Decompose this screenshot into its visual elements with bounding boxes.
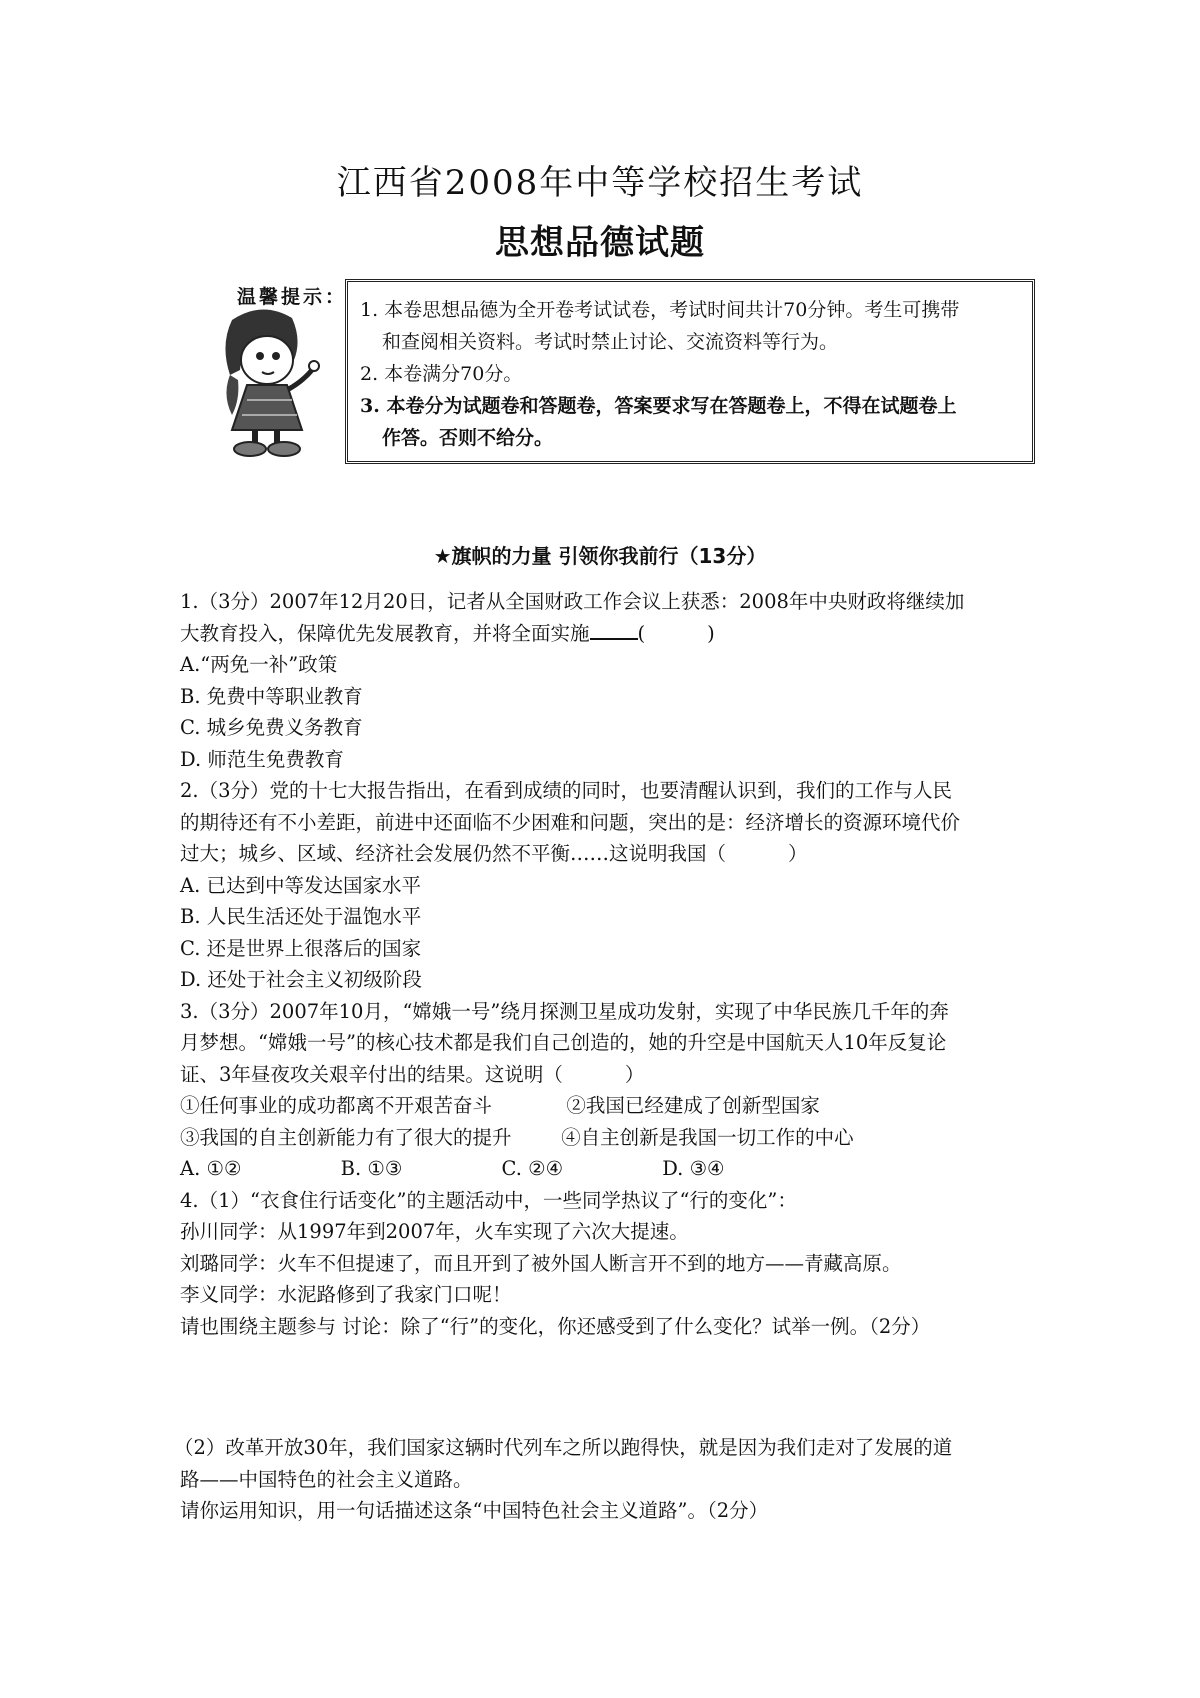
q3-statements-1: ①任何事业的成功都离不开艰苦奋斗 ②我国已经建成了创新型国家 — [180, 1094, 820, 1117]
q2-option-c: C. 还是世界上很落后的国家 — [180, 936, 422, 960]
notice-item-3-cont: 作答。否则不给分。 — [382, 427, 554, 449]
q1-option-d: D. 师范生免费教育 — [180, 747, 344, 771]
q1-option-c: C. 城乡免费义务教育 — [180, 716, 363, 739]
notice-item-2: 2. 本卷满分70分。 — [360, 363, 523, 385]
q2-option-d: D. 还处于社会主义初级阶段 — [180, 968, 422, 991]
exam-title: 江西省2008年中等学校招生考试 — [336, 163, 864, 203]
q1-line2: 大教育投入，保障优先发展教育，并将全面实施 ( ) — [180, 621, 715, 645]
exam-subtitle: 思想品德试题 — [495, 223, 705, 263]
q2-line1: 2.（3分）党的十七大报告指出，在看到成绩的同时，也要清醒认识到，我们的工作与人民 — [180, 779, 953, 802]
answer-space — [180, 1342, 1020, 1432]
notice-item-1: 1. 本卷思想品德为全开卷考试试卷，考试时间共计70分钟。考生可携带 — [360, 299, 960, 321]
notice-item-3: 3. 本卷分为试题卷和答题卷，答案要求写在答题卷上，不得在试题卷上 — [360, 395, 957, 417]
q2-line2: 的期待还有不小差距，前进中还面临不少困难和问题，突出的是：经济增长的资源环境代价 — [180, 810, 961, 834]
question-content — [174, 586, 1020, 1527]
q4-ask-1: 请也围绕主题参与 讨论：除了“行”的变化，你还感受到了什么变化？试举一例。（2分） — [180, 1314, 931, 1338]
q4-student-1: 孙川同学：从1997年到2007年，火车实现了六次大提速。 — [180, 1220, 689, 1243]
notice-box — [345, 279, 1035, 464]
notice-item-1-cont: 和查阅相关资料。考试时禁止讨论、交流资料等行为。 — [382, 331, 839, 353]
q4-student-2: 刘璐同学：火车不但提速了，而且开到了被外国人断言开不到的地方——青藏高原。 — [180, 1251, 902, 1275]
q3-line2: 月梦想。“嫦娥一号”的核心技术都是我们自己创造的，她的升空是中国航天人10年反复论 — [180, 1031, 947, 1054]
cartoon-girl-illustration — [202, 300, 342, 460]
q3-statements-2: ③我国的自主创新能力有了很大的提升 ④自主创新是我国一切工作的中心 — [180, 1125, 854, 1149]
q4-ask-2: 请你运用知识，用一句话描述这条“中国特色社会主义道路”。（2分） — [180, 1499, 769, 1522]
section-title: ★旗帜的力量 引领你我前行（13分） — [433, 544, 767, 568]
q1-option-b: B. 免费中等职业教育 — [180, 684, 363, 708]
q2-option-b: B. 人民生活还处于温饱水平 — [180, 905, 422, 928]
q4-part2-line2: 路——中国特色的社会主义道路。 — [180, 1467, 473, 1491]
answer-blank — [590, 620, 638, 640]
q3-line3: 证、3年昼夜攻关艰辛付出的结果。这说明（ ） — [180, 1062, 645, 1086]
q4-part2-line1: （2）改革开放30年，我们国家这辆时代列车之所以跑得快，就是因为我们走对了发展的道 — [174, 1436, 953, 1459]
q3-line1: 3.（3分）2007年10月，“嫦娥一号”绕月探测卫星成功发射，实现了中华民族几千年的奔 — [180, 999, 949, 1023]
q4-student-3: 李义同学：水泥路修到了我家门口呢！ — [180, 1283, 512, 1306]
q1-option-a: A.“两免一补”政策 — [180, 653, 338, 676]
q4-line1: 4.（1）“衣食住行话变化”的主题活动中，一些同学热议了“行的变化”： — [180, 1188, 797, 1212]
q2-option-a: A. 已达到中等发达国家水平 — [180, 873, 421, 897]
notice-label: 温馨提示： — [237, 286, 348, 308]
q1-line1: 1.（3分）2007年12月20日，记者从全国财政工作会议上获悉：2008年中央财政将继续加 — [180, 590, 965, 613]
q3-choices: A. ①② B. ①③ C. ②④ D. ③④ — [180, 1157, 725, 1180]
q2-line3: 过大；城乡、区域、经济社会发展仍然不平衡……这说明我国（ ） — [180, 842, 808, 865]
